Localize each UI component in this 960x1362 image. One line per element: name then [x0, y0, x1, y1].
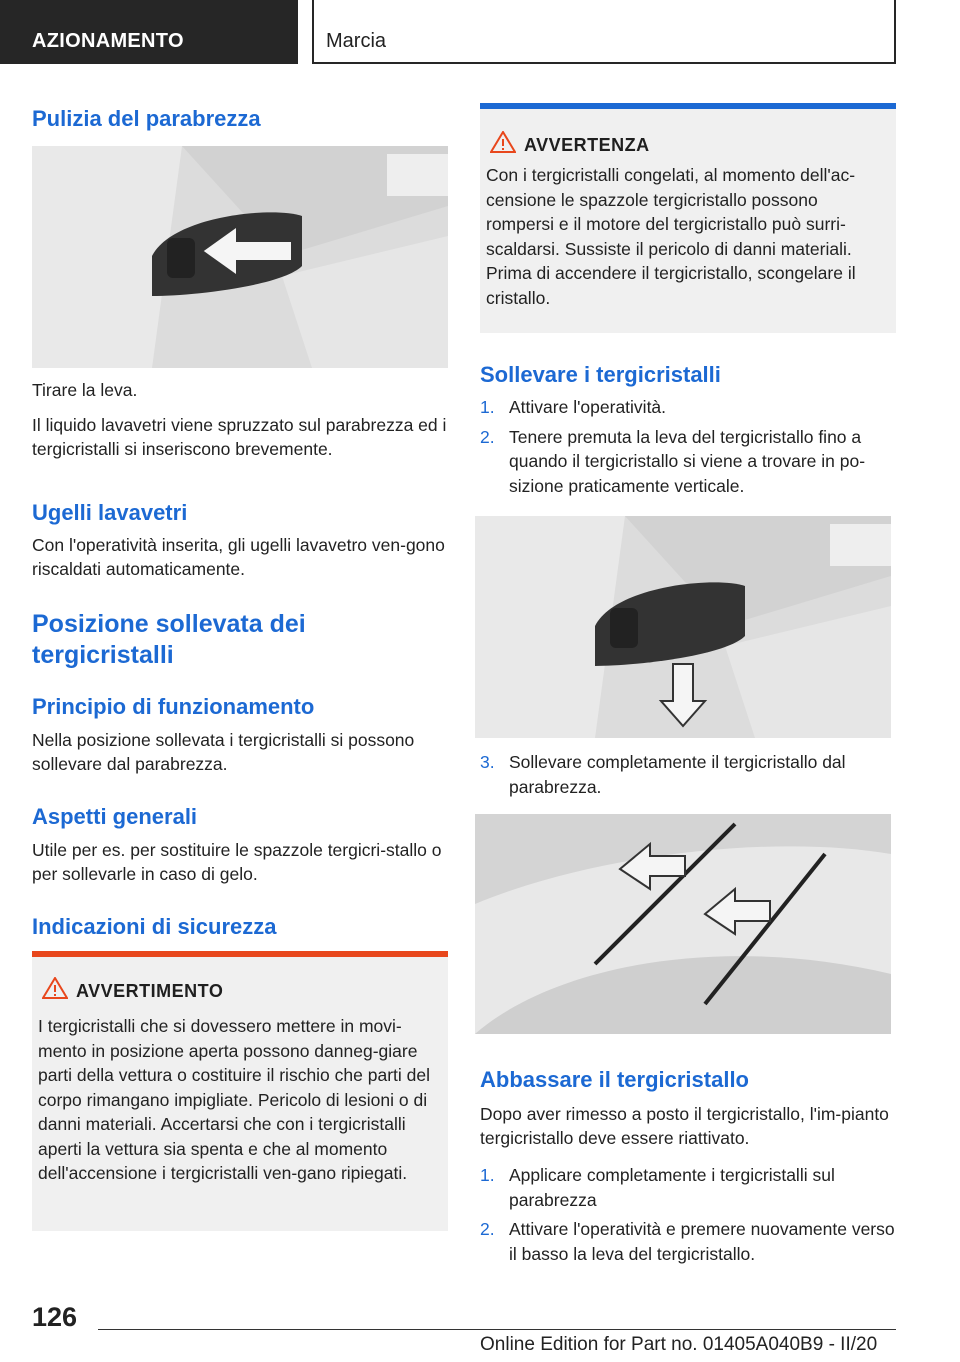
- heading-functional-principle: Principio di funzionamento: [32, 694, 315, 719]
- notice-triangle-icon: [490, 131, 516, 153]
- step-text: Applicare completamente i tergicristalli sul parabrezza: [509, 1165, 835, 1210]
- steps-raise-wipers-cont: [480, 750, 896, 804]
- heading-windshield-cleaning: Pulizia del parabrezza: [32, 106, 261, 131]
- steps-raise-wipers: [480, 395, 896, 503]
- section-tab: [0, 0, 298, 64]
- step-item: [480, 1217, 896, 1266]
- figure-wiper-lever-pull: [32, 146, 448, 368]
- figure-wiper-lever-hold: [475, 516, 891, 738]
- step-number: 2.: [480, 1219, 495, 1239]
- page-number: 126: [32, 1302, 78, 1332]
- text-washer-fluid: Il liquido lavavetri viene spruzzato sul parabrezza ed i tergicristalli si inseriscono brevemente.: [32, 415, 447, 459]
- notice-title: AVVERTENZA: [524, 135, 650, 155]
- warning-text: I tergicristalli che si dovessero mettere in movi-mento in posizione aperta possono danneg-giare parti della vettura o costituire il rischio che parti del corpo rimangano impigliate. Pericolo di lesioni o di danni materiali. Accertarsi che con i tergicristalli aperti la vettura sia spenta e che al momento dell'accensione i tergicristalli ven-gano ripiegati.: [38, 1016, 430, 1183]
- warning-triangle-icon: [42, 977, 68, 999]
- edition-info: Online Edition for Part no. 01405A040B9 - II/20: [480, 1334, 878, 1355]
- heading-raised-position: Posizione sollevata dei tergicristalli: [32, 610, 306, 669]
- chapter-label: Marcia: [326, 30, 387, 52]
- step-number: 3.: [480, 752, 495, 772]
- text-pull-lever: Tirare la leva.: [32, 380, 138, 400]
- heading-safety-info: Indicazioni di sicurezza: [32, 914, 277, 939]
- warning-box-left: [32, 951, 448, 1231]
- text-functional-principle: Nella posizione sollevata i tergicristalli si possono sollevare dal parabrezza.: [32, 730, 415, 774]
- heading-lower-wiper: Abbassare il tergicristallo: [480, 1067, 749, 1092]
- heading-general-info: Aspetti generali: [32, 804, 198, 829]
- warning-title: AVVERTIMENTO: [76, 981, 224, 1001]
- chapter-tab: [312, 0, 896, 64]
- section-label: AZIONAMENTO: [32, 30, 184, 52]
- step-item: [480, 750, 896, 799]
- step-item: [480, 425, 896, 499]
- step-number: 1.: [480, 1165, 495, 1185]
- heading-washer-nozzles: Ugelli lavavetri: [32, 500, 188, 525]
- notice-text: Con i tergicristalli congelati, al momento dell'ac-censione le spazzole tergicristallo possono rompersi e il motore del tergicristallo può surri-scaldarsi. Sussiste il pericolo di danni materiali. Prima di accendere il tergicristallo, scongelare il cristallo.: [486, 165, 856, 308]
- step-item: [480, 1163, 896, 1212]
- step-text: Sollevare completamente il tergicristallo dal parabrezza.: [509, 752, 846, 797]
- steps-lower-wiper: [480, 1163, 896, 1271]
- notice-bar: [480, 103, 896, 109]
- footer-divider: [98, 1329, 896, 1330]
- step-number: 2.: [480, 426, 495, 447]
- warning-bar: [32, 951, 448, 957]
- heading-raise-wipers: Sollevare i tergicristalli: [480, 362, 721, 387]
- step-text: Attivare l'operatività e premere nuovamente verso il basso la leva del tergicristallo.: [509, 1219, 895, 1264]
- step-text: Attivare l'operatività.: [509, 397, 667, 417]
- text-lower-wiper: Dopo aver rimesso a posto il tergicristallo, l'im-pianto tergicristallo deve essere riattivato.: [480, 1104, 889, 1148]
- warning-box-right: [480, 103, 896, 333]
- text-washer-nozzles: Con l'operatività inserita, gli ugelli lavavetro ven-gono riscaldati automaticamente.: [32, 535, 445, 579]
- step-text: Tenere premuta la leva del tergicristallo fino a quando il tergicristallo si viene a trovare in po-sizione praticamente verticale.: [509, 426, 866, 496]
- step-number: 1.: [480, 397, 495, 417]
- figure-raised-wipers: [475, 814, 891, 1034]
- step-item: [480, 395, 896, 420]
- text-general-info: Utile per es. per sostituire le spazzole tergicri-stallo o per sollevarle in caso di gelo.: [32, 840, 442, 884]
